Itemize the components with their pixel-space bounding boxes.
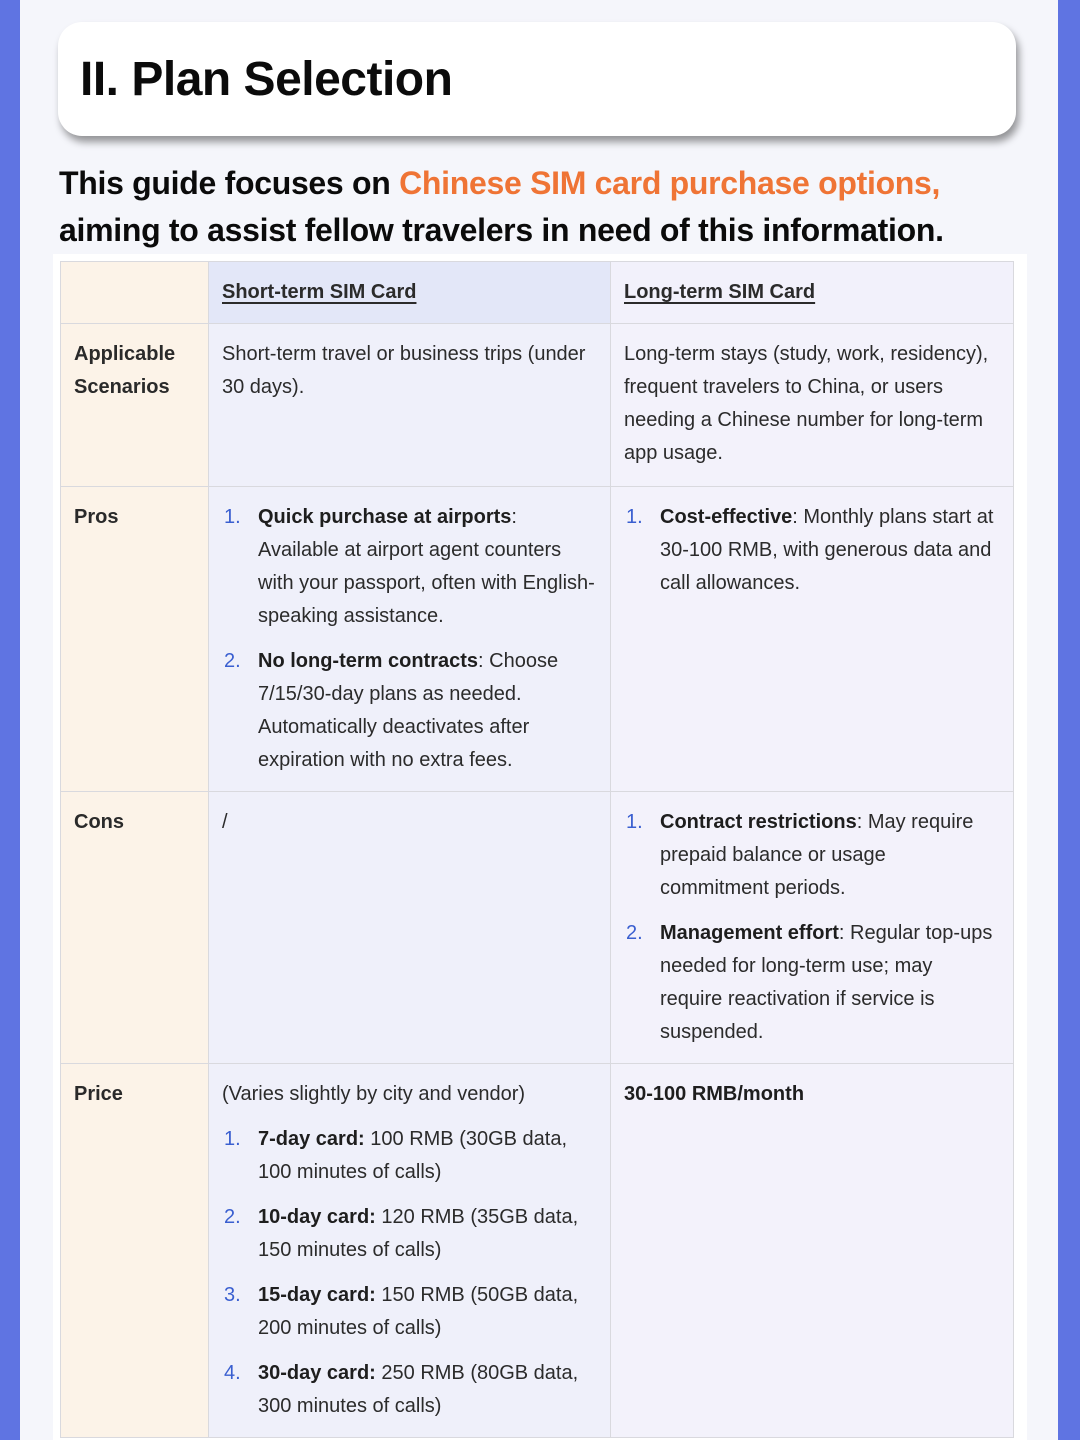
row-label-scenarios: Applicable Scenarios (61, 324, 209, 487)
list-item-bold: Contract restrictions (660, 811, 857, 833)
list-item-text: : Available at airport agent counters with your passport, often with English-speaking assistance. (258, 506, 595, 627)
page-title: II. Plan Selection (80, 53, 453, 106)
list-item-text: : May require prepaid balance or usage commitment periods. (660, 811, 974, 899)
intro-text (59, 160, 1049, 254)
cell-long-cons (611, 792, 1014, 1064)
comparison-table-container (53, 254, 1027, 1440)
list-item-bold: 7-day card: (258, 1128, 365, 1150)
list-item (222, 645, 597, 777)
list-item-text: 100 RMB (30GB data, 100 minutes of calls) (258, 1128, 568, 1183)
table-row-price (61, 1064, 1014, 1438)
cell-short-pros (209, 487, 611, 792)
row-label-price: Price (61, 1064, 209, 1438)
page (20, 0, 1058, 1440)
list-item (624, 501, 1000, 600)
list-number: 3. (224, 1284, 241, 1306)
price-note: (Varies slightly by city and vendor) (222, 1083, 526, 1105)
table-row-pros (61, 487, 1014, 792)
header-blank (61, 262, 209, 324)
comparison-table (60, 261, 1014, 1438)
list-number: 1. (626, 506, 643, 528)
short-price-list (222, 1123, 597, 1423)
header-long-term-label: Long-term SIM Card (624, 281, 816, 303)
short-pros-list (222, 501, 597, 777)
long-price-value: 30-100 RMB/month (624, 1083, 805, 1105)
list-item (624, 806, 1000, 905)
list-item (222, 501, 597, 633)
list-item (624, 917, 1000, 1049)
cell-short-scenarios: Short-term travel or business trips (under 30 days). (209, 324, 611, 487)
list-item-text: 150 RMB (50GB data, 200 minutes of calls) (258, 1284, 579, 1339)
list-item-bold: Cost-effective (660, 506, 793, 528)
list-number: 1. (626, 811, 643, 833)
header-long-term (611, 262, 1014, 324)
title-card (58, 22, 1016, 136)
list-item-text: 250 RMB (80GB data, 300 minutes of calls) (258, 1362, 579, 1417)
long-cons-list (624, 806, 1000, 1049)
cell-long-pros (611, 487, 1014, 792)
row-label-pros: Pros (61, 487, 209, 792)
table-header-row (61, 262, 1014, 324)
list-item-bold: Management effort (660, 922, 839, 944)
cell-long-price (611, 1064, 1014, 1438)
list-item (222, 1357, 597, 1423)
list-item-bold: 30-day card: (258, 1362, 376, 1384)
intro-highlight: Chinese SIM card purchase options, (399, 165, 941, 201)
list-number: 2. (224, 650, 241, 672)
list-item (222, 1123, 597, 1189)
cell-short-cons: / (209, 792, 611, 1064)
long-pros-list (624, 501, 1000, 600)
row-label-cons: Cons (61, 792, 209, 1064)
table-row-scenarios (61, 324, 1014, 487)
list-number: 4. (224, 1362, 241, 1384)
list-item-bold: No long-term contracts (258, 650, 479, 672)
intro-before: This guide focuses on (59, 165, 400, 201)
table-row-cons (61, 792, 1014, 1064)
list-item-text: 120 RMB (35GB data, 150 minutes of calls) (258, 1206, 579, 1261)
list-item-text: : Monthly plans start at 30-100 RMB, with generous data and call allowances. (660, 506, 994, 594)
header-short-term-label: Short-term SIM Card (222, 281, 417, 303)
list-item-text: : Choose 7/15/30-day plans as needed. Automatically deactivates after expiration with no extra fees. (258, 650, 559, 771)
list-number: 1. (224, 506, 241, 528)
list-number: 2. (626, 922, 643, 944)
list-item-text: : Regular top-ups needed for long-term use; may require reactivation if service is suspended. (660, 922, 993, 1043)
list-item-bold: Quick purchase at airports (258, 506, 512, 528)
list-item-bold: 10-day card: (258, 1206, 376, 1228)
list-item (222, 1279, 597, 1345)
list-number: 2. (224, 1206, 241, 1228)
list-number: 1. (224, 1128, 241, 1150)
cell-long-scenarios: Long-term stays (study, work, residency), frequent travelers to China, or users needing a Chinese number for long-term app usage. (611, 324, 1014, 487)
intro-after: aiming to assist fellow travelers in need of this information. (59, 212, 944, 248)
cell-short-price (209, 1064, 611, 1438)
list-item-bold: 15-day card: (258, 1284, 376, 1306)
list-item (222, 1201, 597, 1267)
header-short-term (209, 262, 611, 324)
